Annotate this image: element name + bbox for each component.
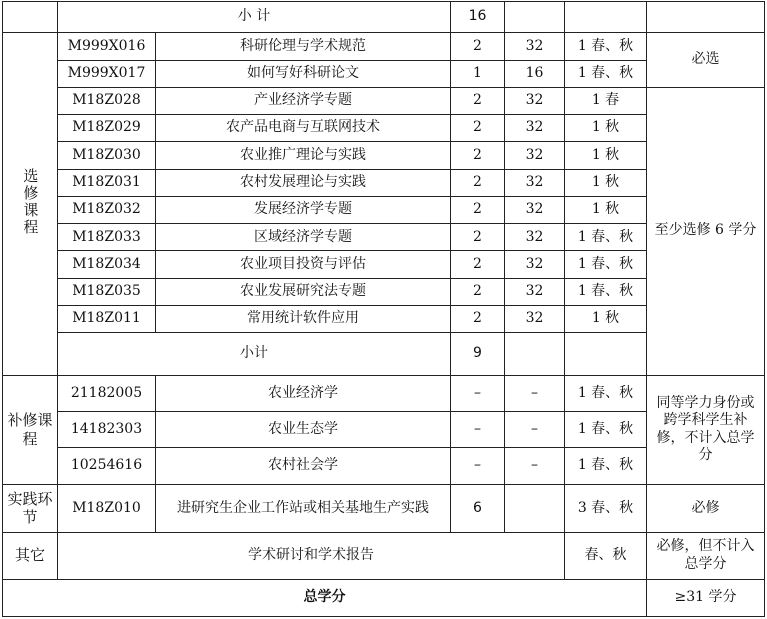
course-hours: 32 <box>505 305 565 332</box>
subtotal-elective-credits: 9 <box>451 333 505 375</box>
course-hours: 32 <box>505 224 565 251</box>
course-name: 农村社会学 <box>156 448 451 484</box>
total-value: ≥31 学分 <box>647 579 765 616</box>
blank-cell <box>647 2 765 33</box>
practice-row <box>3 484 765 532</box>
category-remedial: 补修课程 <box>3 375 58 484</box>
course-hours: 16 <box>505 60 565 87</box>
course-code: M18Z035 <box>58 278 156 305</box>
note-remedial: 同等学力身份或跨学科学生补修，不计入总学分 <box>647 375 765 484</box>
note-required: 必选 <box>647 33 765 88</box>
course-hours: 32 <box>505 251 565 278</box>
course-code: 14182303 <box>58 411 156 447</box>
course-hours: – <box>505 411 565 447</box>
course-name: 产业经济学专题 <box>156 87 451 114</box>
course-term: 1 秋 <box>565 305 647 332</box>
course-name: 常用统计软件应用 <box>156 305 451 332</box>
course-hours: 32 <box>505 278 565 305</box>
course-term: 1 春、秋 <box>565 60 647 87</box>
course-term: 3 春、秋 <box>565 484 647 532</box>
course-code: M18Z031 <box>58 169 156 196</box>
course-term: 1 春 <box>565 87 647 114</box>
course-name: 如何写好科研论文 <box>156 60 451 87</box>
blank-cell <box>565 333 647 375</box>
note-practice: 必修 <box>647 484 765 532</box>
course-hours: 32 <box>505 169 565 196</box>
course-hours: 32 <box>505 142 565 169</box>
course-name: 农业项目投资与评估 <box>156 251 451 278</box>
course-code: M18Z030 <box>58 142 156 169</box>
category-practice: 实践环节 <box>3 484 58 532</box>
course-name: 农业生态学 <box>156 411 451 447</box>
course-name: 农产品电商与互联网技术 <box>156 115 451 142</box>
course-term: 1 春、秋 <box>565 278 647 305</box>
course-credits: 2 <box>451 115 505 142</box>
course-term: 1 春、秋 <box>565 33 647 60</box>
course-name: 农业发展研究法专题 <box>156 278 451 305</box>
course-code: 10254616 <box>58 448 156 484</box>
course-row <box>3 375 765 411</box>
course-code: M18Z028 <box>58 87 156 114</box>
category-elective: 选修课程 <box>3 33 58 375</box>
blank-cell <box>3 2 58 33</box>
course-name: 发展经济学专题 <box>156 196 451 223</box>
course-code: M18Z011 <box>58 305 156 332</box>
course-term: 1 春、秋 <box>565 251 647 278</box>
course-term: 1 秋 <box>565 142 647 169</box>
course-term: 1 春、秋 <box>565 224 647 251</box>
course-hours: – <box>505 448 565 484</box>
course-hours: 32 <box>505 33 565 60</box>
course-hours <box>505 484 565 532</box>
course-credits: 2 <box>451 169 505 196</box>
subtotal-required-row <box>3 2 765 33</box>
course-code: M18Z029 <box>58 115 156 142</box>
course-name: 区域经济学专题 <box>156 224 451 251</box>
course-code: M999X017 <box>58 60 156 87</box>
course-hours: 32 <box>505 87 565 114</box>
course-credits: 2 <box>451 278 505 305</box>
subtotal-elective-label: 小计 <box>58 333 451 375</box>
subtotal-required-label: 小 计 <box>58 2 451 33</box>
curriculum-table <box>2 1 765 617</box>
course-term: 1 春、秋 <box>565 411 647 447</box>
course-code: M18Z010 <box>58 484 156 532</box>
course-name: 科研伦理与学术规范 <box>156 33 451 60</box>
course-code: M999X016 <box>58 33 156 60</box>
other-term: 春、秋 <box>565 533 647 579</box>
course-credits: – <box>451 411 505 447</box>
total-row <box>3 579 765 616</box>
course-row <box>3 33 765 60</box>
course-hours: 32 <box>505 196 565 223</box>
course-term: 1 秋 <box>565 115 647 142</box>
course-credits: 2 <box>451 33 505 60</box>
blank-cell <box>505 333 565 375</box>
course-credits: 2 <box>451 305 505 332</box>
course-code: 21182005 <box>58 375 156 411</box>
category-other: 其它 <box>3 533 58 579</box>
course-credits: 1 <box>451 60 505 87</box>
course-term: 1 秋 <box>565 196 647 223</box>
course-name: 农业经济学 <box>156 375 451 411</box>
course-code: M18Z034 <box>58 251 156 278</box>
course-code: M18Z033 <box>58 224 156 251</box>
subtotal-required-credits: 16 <box>451 2 505 33</box>
course-name: 进研究生企业工作站或相关基地生产实践 <box>156 484 451 532</box>
course-credits: 2 <box>451 142 505 169</box>
course-term: 1 秋 <box>565 169 647 196</box>
note-other: 必修，但不计入总学分 <box>647 533 765 579</box>
course-term: 1 春、秋 <box>565 448 647 484</box>
blank-cell <box>505 2 565 33</box>
course-row <box>3 87 765 114</box>
note-choose: 至少选修 6 学分 <box>647 87 765 375</box>
course-credits: 2 <box>451 251 505 278</box>
course-credits: – <box>451 375 505 411</box>
course-credits: 2 <box>451 224 505 251</box>
course-name: 农业推广理论与实践 <box>156 142 451 169</box>
course-credits: – <box>451 448 505 484</box>
other-name: 学术研讨和学术报告 <box>58 533 565 579</box>
course-code: M18Z032 <box>58 196 156 223</box>
course-credits: 2 <box>451 196 505 223</box>
course-hours: 32 <box>505 115 565 142</box>
course-credits: 6 <box>451 484 505 532</box>
total-label: 总学分 <box>3 579 647 616</box>
other-row <box>3 533 765 579</box>
blank-cell <box>565 2 647 33</box>
course-hours: – <box>505 375 565 411</box>
course-term: 1 春、秋 <box>565 375 647 411</box>
course-name: 农村发展理论与实践 <box>156 169 451 196</box>
course-credits: 2 <box>451 87 505 114</box>
